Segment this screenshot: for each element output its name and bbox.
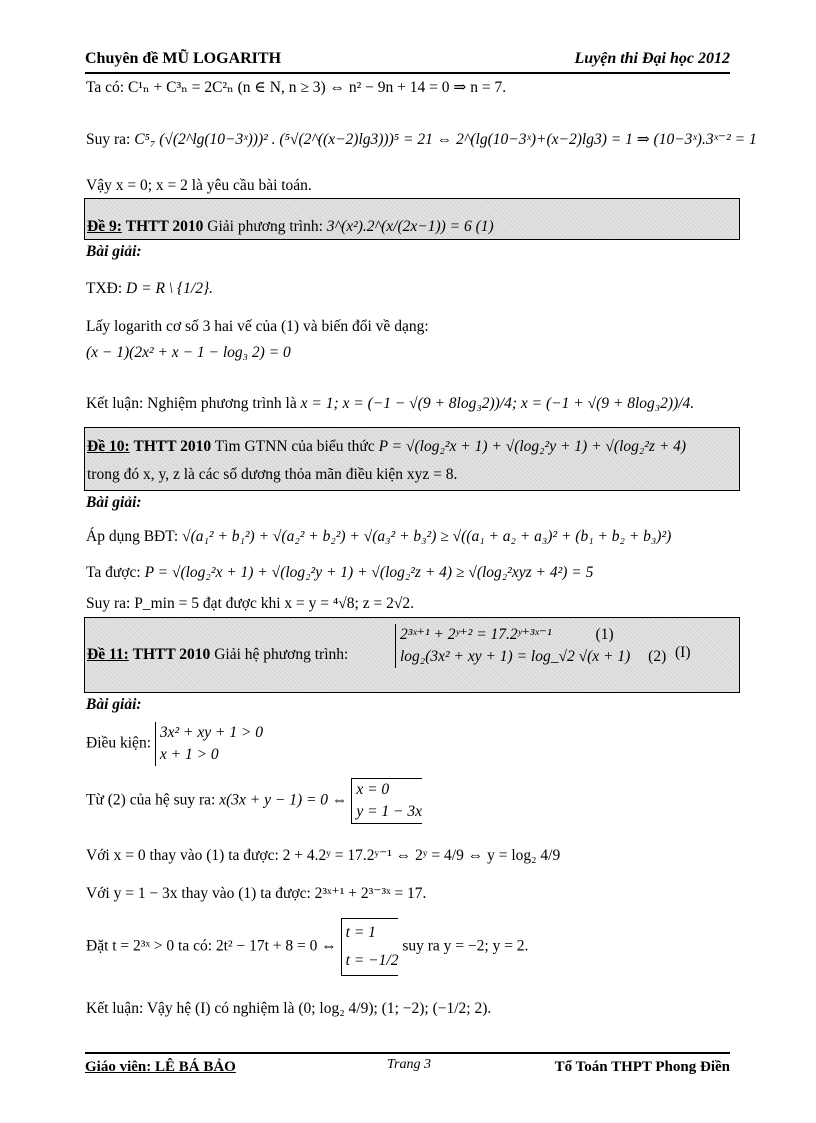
problem-label: Đề 10: xyxy=(87,438,130,455)
condition-line: Điều kiện: 3x² + xy + 1 > 0 x + 1 > 0 xyxy=(86,722,263,766)
page-footer xyxy=(85,1052,730,1078)
problem-source: THTT 2010 xyxy=(125,218,204,235)
problem-text-line2: trong đó x, y, z là các số dương thỏa mãn điều kiện xyz = 8. xyxy=(87,466,458,483)
problem-source: THTT 2010 xyxy=(133,438,212,455)
formula-line: Kết luận: Vậy hệ (I) có nghiệm là (0; log₂ 4/9); (1; −2); (−1/2; 2). xyxy=(86,1000,492,1017)
formula-line: Với y = 1 − 3x thay vào (1) ta được: 2³ˣ⁺¹ + 2³⁻³ˣ = 17. xyxy=(86,885,427,902)
page-header xyxy=(85,50,730,74)
formula-line: Đặt t = 2³ˣ > 0 ta có: 2t² − 17t + 8 = 0 ⇔ t = 1 t = −1/2 suy ra y = −2; y = 2. xyxy=(86,918,528,976)
formula-line: Ta được: P = √(log₂²x + 1) + √(log₂²y + 1) + √(log₂²z + 4) ≥ √(log₂²xyz + 4²) = 5 xyxy=(86,564,594,581)
equation-2: log₂(3x² + xy + 1) = log_√2 √(x + 1) xyxy=(400,648,631,665)
problem-source: THTT 2010 xyxy=(132,646,211,663)
problem-text: Giải hệ phương trình: xyxy=(214,646,349,663)
problem-box-9 xyxy=(84,198,740,240)
condition-system: 3x² + xy + 1 > 0 x + 1 > 0 xyxy=(155,722,263,766)
formula-line: Suy ra: C⁵₇ (√(2^lg(10−3ˣ)))² . (⁵√(2^((x−2)lg3)))⁵ = 21 ⇔ 2^(lg(10−3ˣ)+(x−2)lg3) = 1 ⇒ (10−3ˣ).3ˣ⁻² = 1 xyxy=(86,131,757,148)
header-subtitle: Luyện thi Đại học 2012 xyxy=(574,50,730,67)
case-bracket: x = 0 y = 1 − 3x xyxy=(351,778,422,824)
formula: D = R \ {1/2}. xyxy=(126,280,214,297)
formula: P = √(log₂²x + 1) + √(log₂²y + 1) + √(log₂²z + 4) ≥ √(log₂²xyz + 4²) = 5 xyxy=(144,564,594,581)
equation-system xyxy=(395,624,666,668)
formula-line: Từ (2) của hệ suy ra: x(3x + y − 1) = 0 ⇔ x = 0 y = 1 − 3x xyxy=(86,778,422,824)
problem-formula: 3^(x²).2^(x/(2x−1)) = 6 (1) xyxy=(326,218,494,235)
text-line: Ta có: C¹ₙ + C³ₙ = 2C²ₙ (n ∈ N, n ≥ 3) ⇔ n² − 9n + 14 = 0 ⇒ n = 7. xyxy=(86,79,507,96)
formula: C⁵₇ (√(2^lg(10−3ˣ)))² . (⁵√(2^((x−2)lg3)))⁵ = 21 ⇔ 2^(lg(10−3ˣ)+(x−2)lg3) = 1 ⇒ (10−3ˣ).3ˣ⁻² = 1 xyxy=(134,131,757,148)
solution-heading: Bài giải: xyxy=(86,243,142,260)
problem-text: Giải phương trình: xyxy=(207,218,323,235)
problem-text: Tìm GTNN của biểu thức xyxy=(214,438,375,455)
equation-1: 2³ˣ⁺¹ + 2ʸ⁺² = 17.2ʸ⁺³ˣ⁻¹ xyxy=(400,626,552,643)
formula-line: (x − 1)(2x² + x − 1 − log₃ 2) = 0 xyxy=(86,344,291,361)
problem-box-11 xyxy=(84,617,740,693)
problem-formula: P = √(log₂²x + 1) + √(log₂²y + 1) + √(log₂²z + 4) xyxy=(378,438,687,455)
formula-line: Với x = 0 thay vào (1) ta được: 2 + 4.2ʸ = 17.2ʸ⁻¹ ⇔ 2ʸ = 4/9 ⇔ y = log₂ 4/9 xyxy=(86,847,561,864)
equation-2-tag: (2) xyxy=(648,648,667,665)
equation-1-tag: (1) xyxy=(595,626,614,643)
footer-organization: Tổ Toán THPT Phong Điền xyxy=(554,1059,730,1075)
footer-author: Giáo viên: LÊ BÁ BẢO xyxy=(85,1059,236,1075)
formula-line: Kết luận: Nghiệm phương trình là x = 1; x = (−1 − √(9 + 8log₃2))/4; x = (−1 + √(9 + 8log₃2))/4. xyxy=(86,395,695,412)
formula: x = 1; x = (−1 − √(9 + 8log₃2))/4; x = (−1 + √(9 + 8log₃2))/4. xyxy=(300,395,695,412)
solution-heading: Bài giải: xyxy=(86,696,142,713)
page-number: Trang 3 xyxy=(387,1057,431,1072)
problem-label: Đề 11: xyxy=(87,646,129,663)
problem-box-10 xyxy=(84,427,740,491)
formula-line: TXĐ: D = R \ {1/2}. xyxy=(86,280,214,297)
text-line: Suy ra: P_min = 5 đạt được khi x = y = ⁴√8; z = 2√2. xyxy=(86,595,414,612)
problem-label: Đề 9: xyxy=(87,218,122,235)
formula-line: Áp dụng BĐT: √(a₁² + b₁²) + √(a₂² + b₂²) + √(a₃² + b₃²) ≥ √((a₁ + a₂ + a₃)² + (b₁ + b₂ + b₃)²) xyxy=(86,528,672,545)
text-line: Lấy logarith cơ số 3 hai vế của (1) và biến đổi về dạng: xyxy=(86,318,429,335)
system-tag: (I) xyxy=(675,644,691,661)
case-bracket: t = 1 t = −1/2 xyxy=(341,918,399,976)
solution-heading: Bài giải: xyxy=(86,494,142,511)
text-line: Vậy x = 0; x = 2 là yêu cầu bài toán. xyxy=(86,177,312,194)
formula: √(a₁² + b₁²) + √(a₂² + b₂²) + √(a₃² + b₃²) ≥ √((a₁ + a₂ + a₃)² + (b₁ + b₂ + b₃)²) xyxy=(182,528,672,545)
header-title: Chuyên đề MŨ LOGARITH xyxy=(85,50,282,67)
